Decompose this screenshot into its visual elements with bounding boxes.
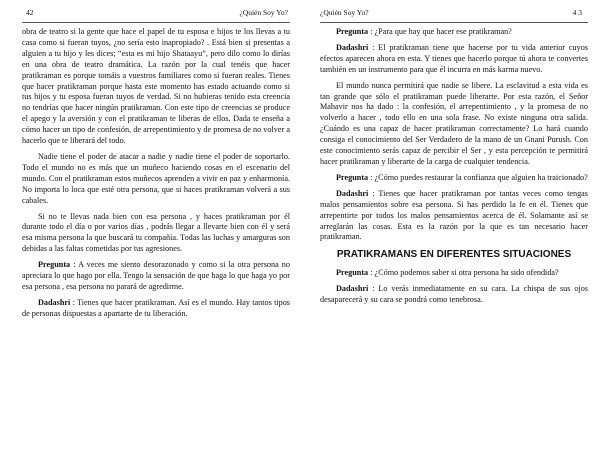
speaker-label: Pregunta (38, 260, 71, 270)
left-page-number: 42 (26, 8, 34, 17)
right-running-title: ¿Quién Soy Yo? (320, 8, 369, 17)
left-running-header (22, 8, 290, 22)
paragraph: Dadashri : Tienes que hacer pratikraman por tantas veces como tengas malos pensamientos sobre esa persona. Si has perdido la fe en él. Tienes que arrepentirte por todos los malos pensamientos acerca de él. Solamante así se arreglarán las cosas. Esta es la razón por la que es tan necesario hacer pratikraman. (320, 188, 588, 242)
right-page (320, 0, 588, 463)
speaker-label: Pregunta (336, 172, 369, 182)
left-running-title: ¿Quién Soy Yo? (239, 8, 288, 17)
left-page-body (22, 27, 290, 320)
paragraph: Nadie tiene el poder de atacar a nadie y nadie tiene el poder de soportarlo. Todo el mundo no es más que un muñeco haciendo cosas en el escenario del mundo. Con el pratikraman estos muñecos aprenden a vivir en paz y enharmonía. No importa lo loca que esté otra persona, que si haces pratikraman volverá a sus cabales. (22, 151, 290, 205)
paragraph: Pregunta : ¿Cómo puedes restaurar la confianza que alguien ha traicionado? (336, 172, 588, 182)
paragraph: Pregunta : ¿Cómo podemos saber si otra persona ha sido ofendida? (336, 268, 559, 278)
speaker-label: Pregunta (336, 27, 369, 36)
left-page (22, 0, 290, 463)
right-header-rule (320, 22, 588, 23)
speaker-label: Pregunta (336, 268, 369, 278)
right-page-number: 4 3 (572, 8, 582, 17)
paragraph: Dadashri : Lo verás inmediatamente en su cara. La chispa de sus ojos desaparecerá y su cara se pondrá como tenebrosa. (320, 284, 588, 305)
left-header-rule (22, 22, 290, 23)
paragraph: Pregunta : ¿Para que hay que hacer ese pratikraman? (336, 27, 512, 36)
right-running-header (320, 8, 588, 22)
paragraph: El mundo nunca permitirá que nadie se libere. La esclavitud a esta vida es tan grande que sólo el pratikraman puede liberarte. Por esta razón, el Señor Mahavir nos ha dado : la confesión, el arrepentimiento , y la promesa de no volverlo a hacer , todo ello en una sola frase. No existe ninguna otra salida. ¿Cuándo es una capaz de hacer pratikraman correctamente? Lo hará cuando consiga el conocimiento del Ser Verdadero de la mano de un Gnani Purush. Con este conocimiento serás capaz de percibir el Ser , y esta percepción te permitirá hacer pratikraman y liberarte de la carga de cualquier tendencia. (320, 80, 588, 166)
speaker-label: Dadashri (336, 284, 369, 294)
section-heading: PRATIKRAMANS EN DIFERENTES SITUACIONES (336, 249, 572, 261)
paragraph: obra de teatro si la gente que hace el papel de tu esposa e hijos te los llevas a tu casa como si fueran tuyos, ¿no sería esto inapropiado? . Está bien si presentas a alguien a tu hijo y les dices; “esta es mi hijo Shataayu”, pero dilo como lo dirías en una obra de teatro dramática. La razón por la cual tenéis que hacer pratikraman es porque tomáis a vuestros familiares como si fueran reales. Tienes que hacer pratikraman porque hasta este momento has estado actuando como si tus hijos y tu esposa fueran tuyos de verdad. Si no hubieras tenido esta creencia no tendrías que hacer ningún pratikraman. Con este tipo de creencias se produce el apego y la aversión y con el pratikraman te liberas de ellos. Dada te enseña a cómo hacer un tipo de confesión, de arrepentimiento y de promesa de no volver a hacerlo que te liberará del todo. (22, 27, 290, 146)
paragraph: Dadashri : Tienes que hacer pratikraman. Así es el mundo. Hay tantos tipos de personas dispuestas a apartarte de tu liberación. (22, 297, 290, 318)
speaker-label: Dadashri (336, 188, 369, 198)
paragraph: Pregunta : A veces me siento desorazonado y como si la otra persona no apreciara lo que hago por ella. Tengo la sensación de que haga lo que haga yo por esa persona , esa persona no parará de agredirme. (22, 260, 290, 291)
speaker-label: Dadashri (336, 42, 369, 52)
paragraph: Dadashri : El pratikraman tiene que hacerse por tu vida anterior cuyos efectos aparecen ahora en esta. Y tienes que hacerlo porque tú ahora te convertes también en un instrumento para que él incurra en más karma nuevo. (320, 42, 588, 74)
right-page-body (320, 27, 588, 306)
speaker-label: Dadashri (38, 297, 71, 307)
paragraph: Si no te llevas nada bien con esa persona , y haces pratikraman por él durante todo el día o por varios días , podrás llegar a llevarte bien con él y será esa misma persona la que buscará tu compañía. Todas las luchas y amarguras son debidas a las faltas cometidas por tus agresiones. (22, 211, 290, 254)
